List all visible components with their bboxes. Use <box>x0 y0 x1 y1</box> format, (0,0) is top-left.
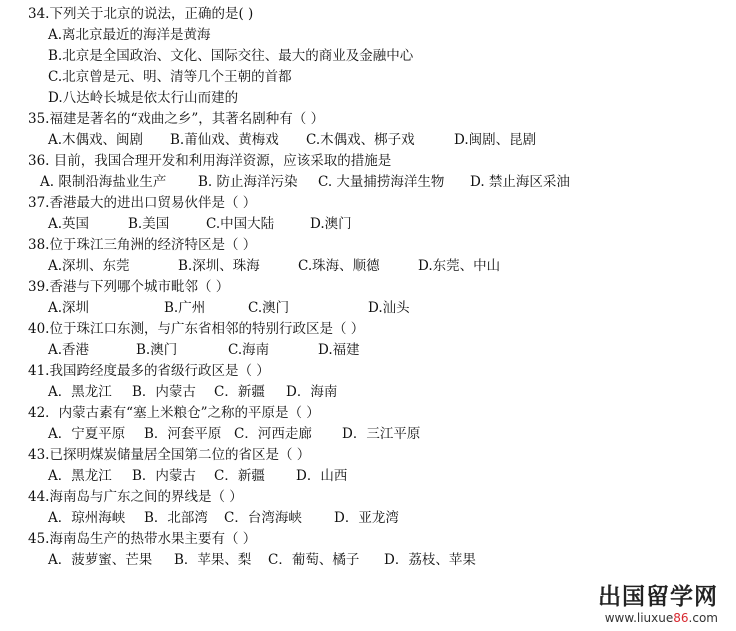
question-43-option-d: D．山西 <box>296 468 348 484</box>
watermark-title: 出国留学网 <box>598 584 718 610</box>
question-44-option-a: A．琼州海峡 <box>48 510 126 526</box>
question-39-option-c: C.澳门 <box>248 300 290 316</box>
watermark-url <box>598 611 718 625</box>
question-42-option-c: C．河西走廊 <box>234 426 312 442</box>
question-40-option-a: A.香港 <box>48 342 90 358</box>
question-34-option-a: A.离北京最近的海洋是黄海 <box>48 27 211 43</box>
question-40-option-b: B.澳门 <box>136 342 178 358</box>
question-44-stem: 44.海南岛与广东之间的界线是（ ） <box>28 489 243 505</box>
site-watermark <box>598 583 718 625</box>
question-37-option-a: A.英国 <box>48 216 90 232</box>
question-39-options <box>48 299 688 317</box>
question-45-option-a: A．菠萝蜜、芒果 <box>48 552 153 568</box>
question-34-option-d: D.八达岭长城是依太行山而建的 <box>48 90 239 106</box>
question-44-option-d: D．亚龙湾 <box>334 510 399 526</box>
question-41-stem: 41.我国跨经度最多的省级行政区是（ ） <box>28 363 270 379</box>
question-37-option-d: D.澳门 <box>310 216 352 232</box>
question-39-option-a: A.深圳 <box>48 300 90 316</box>
question-43-options <box>48 467 688 485</box>
question-38-stem: 38.位于珠江三角洲的经济特区是（ ） <box>28 237 257 253</box>
question-36-stem: 36. 目前，我国合理开发和利用海洋资源，应该采取的措施是 <box>28 153 392 169</box>
question-39-stem: 39.香港与下列哪个城市毗邻（ ） <box>28 279 230 295</box>
question-37-option-b: B.美国 <box>128 216 170 232</box>
question-45-option-c: C．葡萄、橘子 <box>268 552 360 568</box>
question-45-options <box>48 551 688 569</box>
watermark-url-prefix: www.liuxue <box>604 611 674 625</box>
question-45-stem: 45.海南岛生产的热带水果主要有（ ） <box>28 531 257 547</box>
question-38-option-d: D.东莞、中山 <box>418 258 501 274</box>
question-43-option-b: B．内蒙古 <box>132 468 196 484</box>
question-39-option-b: B.广州 <box>164 300 206 316</box>
question-35-option-d: D.闽剧、昆剧 <box>454 132 537 148</box>
question-40-option-d: D.福建 <box>318 342 360 358</box>
watermark-url-suffix: .com <box>688 611 718 625</box>
question-41-options <box>48 383 688 401</box>
question-43-option-c: C．新疆 <box>214 468 265 484</box>
question-36-options <box>40 173 720 191</box>
question-45-option-d: D．荔枝、苹果 <box>384 552 476 568</box>
question-44-option-c: C．台湾海峡 <box>224 510 302 526</box>
question-36-option-b: B. 防止海洋污染 <box>198 174 298 190</box>
question-36-option-d: D. 禁止海区采油 <box>470 174 570 190</box>
question-35-option-c: C.木偶戏、梆子戏 <box>306 132 415 148</box>
question-35-stem: 35.福建是著名的“戏曲之乡”，其著名剧种有（ ） <box>28 111 325 127</box>
question-44-options <box>48 509 688 527</box>
watermark-url-highlight: 86 <box>673 611 689 625</box>
question-43-stem: 43.已探明煤炭储量居全国第二位的省区是（ ） <box>28 447 311 463</box>
question-42-option-d: D．三江平原 <box>342 426 421 442</box>
question-41-option-c: C．新疆 <box>214 384 265 400</box>
question-35-option-b: B.莆仙戏、黄梅戏 <box>170 132 279 148</box>
question-39-option-d: D.汕头 <box>368 300 410 316</box>
question-35-options <box>48 131 708 149</box>
question-40-options <box>48 341 688 359</box>
question-34-option-c: C.北京曾是元、明、清等几个王朝的首都 <box>48 69 292 85</box>
question-42-options <box>48 425 688 443</box>
question-43-option-a: A．黑龙江 <box>48 468 112 484</box>
question-41-option-d: D．海南 <box>286 384 338 400</box>
question-38-options <box>48 257 688 275</box>
question-37-option-c: C.中国大陆 <box>206 216 275 232</box>
question-35-option-a: A.木偶戏、闽剧 <box>48 132 144 148</box>
question-38-option-b: B.深圳、珠海 <box>178 258 260 274</box>
question-40-stem: 40.位于珠江口东测，与广东省相邻的特别行政区是（ ） <box>28 321 365 337</box>
question-42-stem: 42．内蒙古素有“塞上米粮仓”之称的平原是（ ） <box>28 405 320 421</box>
question-42-option-b: B．河套平原 <box>144 426 222 442</box>
question-34-stem: 34.下列关于北京的说法，正确的是( ) <box>28 6 254 22</box>
question-40-option-c: C.海南 <box>228 342 270 358</box>
question-36-option-c: C. 大量捕捞海洋生物 <box>318 174 445 190</box>
question-41-option-a: A．黑龙江 <box>48 384 112 400</box>
question-38-option-c: C.珠海、顺德 <box>298 258 380 274</box>
question-38-option-a: A.深圳、东莞 <box>48 258 130 274</box>
question-44-option-b: B．北部湾 <box>144 510 208 526</box>
question-37-options <box>48 215 688 233</box>
question-34-option-b: B.北京是全国政治、文化、国际交往、最大的商业及金融中心 <box>48 48 414 64</box>
question-45-option-b: B．苹果、梨 <box>174 552 252 568</box>
question-41-option-b: B．内蒙古 <box>132 384 196 400</box>
question-36-option-a: A. 限制沿海盐业生产 <box>40 174 167 190</box>
question-42-option-a: A．宁夏平原 <box>48 426 126 442</box>
question-37-stem: 37.香港最大的进出口贸易伙伴是（ ） <box>28 195 257 211</box>
